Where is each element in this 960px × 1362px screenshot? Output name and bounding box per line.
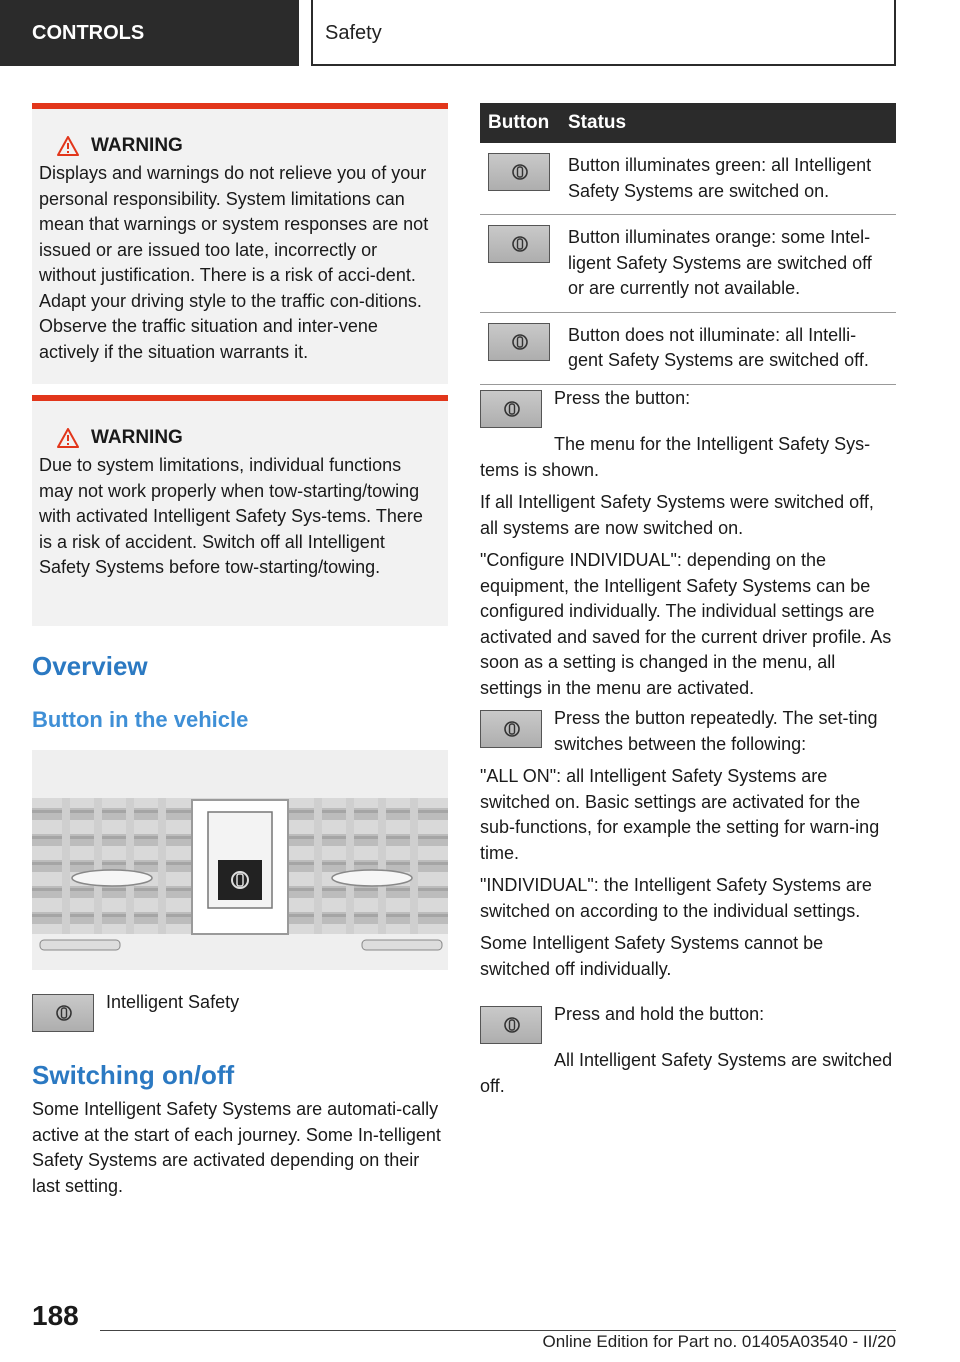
intelligent-safety-button-icon bbox=[488, 153, 550, 191]
table-row bbox=[480, 143, 896, 215]
table-row bbox=[480, 215, 896, 313]
edition-text: Online Edition for Part no. 01405A03540 - II/20 bbox=[542, 1332, 896, 1351]
configure-text: "Configure INDIVIDUAL": depending on the equipment, the Intelligent Safety Systems can be configured individually. The individual settings are activated and saved for the current driver profile. As soon as a setting is changed in the menu, all settings in the menu are activated. bbox=[480, 550, 892, 698]
press-repeat-instruction: Press the button repeatedly. The set-ting switches between the following: bbox=[554, 708, 878, 754]
warning-text: Displays and warnings do not relieve you of your personal responsibility. System limitations can mean that warnings or system responses are not issued or are issued too late, incorrectly or without justification. There is a risk of acci-dent. Adapt your driving style to the traffic con-ditions. Observe the traffic situation and inter-vene actively if the situation warrants it. bbox=[39, 163, 429, 362]
all-on-text: "ALL ON": all Intelligent Safety Systems are switched on. Basic settings are activated for the sub-functions, for example the setting for warn-ing time. bbox=[480, 766, 880, 863]
intelligent-safety-button-icon bbox=[32, 994, 94, 1032]
hold-instruction: Press and hold the button: bbox=[554, 1004, 765, 1024]
press-result: The menu for the Intelligent Safety Sys-tems is shown. bbox=[480, 434, 871, 480]
intelligent-safety-button-icon bbox=[480, 1006, 542, 1044]
vehicle-vent-illustration bbox=[32, 750, 448, 970]
page-header bbox=[0, 0, 960, 66]
column-header-button: Button bbox=[480, 103, 560, 143]
warning-box-1 bbox=[32, 103, 448, 384]
warning-title: WARNING bbox=[57, 135, 438, 157]
intelligent-safety-button-icon bbox=[488, 323, 550, 361]
hold-result: All Intelligent Safety Systems are switched off. bbox=[480, 1050, 893, 1096]
switching-heading: Switching on/off bbox=[32, 1060, 235, 1090]
warning-triangle-icon bbox=[57, 428, 79, 448]
cannot-text: Some Intelligent Safety Systems cannot be switched off individually. bbox=[480, 933, 824, 979]
status-text: Button illuminates orange: some Intel-ligent Safety Systems are switched off or are currently not available. bbox=[560, 215, 896, 313]
warning-triangle-icon bbox=[57, 136, 79, 156]
table-header-row bbox=[480, 103, 896, 143]
overview-heading: Overview bbox=[32, 651, 148, 681]
press-button-block bbox=[480, 386, 896, 701]
status-text: Button illuminates green: all Intelligent Safety Systems are switched on. bbox=[560, 143, 896, 215]
press-repeat-block bbox=[480, 706, 896, 982]
intelligent-safety-button-icon bbox=[488, 225, 550, 263]
status-table bbox=[480, 103, 896, 385]
page-number: 188 bbox=[32, 1300, 79, 1331]
section-label: CONTROLS bbox=[0, 0, 299, 66]
intelligent-safety-button-icon bbox=[480, 390, 542, 428]
topic-tab bbox=[311, 0, 896, 66]
press-hold-block bbox=[480, 1002, 896, 1099]
warning-text: Due to system limitations, individual functions may not work properly when tow-starting/towing with activated Intelligent Safety Sys-tems. There is a risk of accident. Switch off all Intelligent Safety Systems before tow-starting/towing. bbox=[39, 455, 423, 577]
switching-text: Some Intelligent Safety Systems are automati-cally active at the start of each journey. Some In-telligent Safety Systems are activated depending on their last setting. bbox=[32, 1099, 441, 1196]
warning-title: WARNING bbox=[57, 427, 438, 449]
air-vent-drawing bbox=[32, 750, 448, 970]
if-all-text: If all Intelligent Safety Systems were switched off, all systems are now switched on. bbox=[480, 492, 874, 538]
press-instruction: Press the button: bbox=[554, 388, 691, 408]
footer-divider bbox=[100, 1330, 896, 1331]
topic-label: Safety bbox=[313, 0, 894, 64]
column-header-status: Status bbox=[560, 103, 896, 143]
caption-text: Intelligent Safety bbox=[106, 992, 240, 1012]
intelligent-safety-button-icon bbox=[480, 710, 542, 748]
individual-text: "INDIVIDUAL": the Intelligent Safety Systems are switched on according to the individual settings. bbox=[480, 875, 872, 921]
button-in-vehicle-heading: Button in the vehicle bbox=[32, 707, 249, 732]
table-row bbox=[480, 312, 896, 384]
status-text: Button does not illuminate: all Intelli-gent Safety Systems are switched off. bbox=[560, 312, 896, 384]
warning-box-2 bbox=[32, 395, 448, 626]
